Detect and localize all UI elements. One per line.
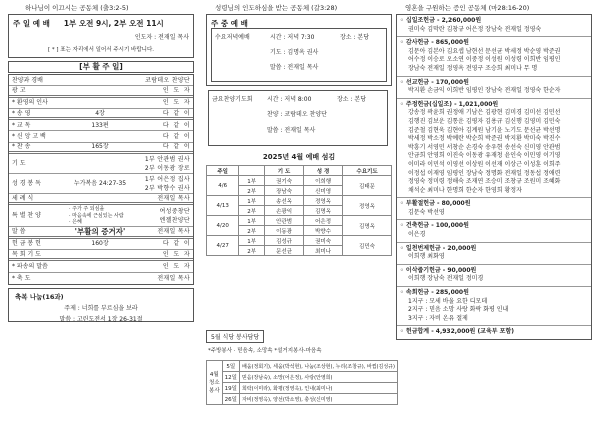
order-item-name: 헌 금 봉 헌 (12, 240, 41, 248)
order-item-name: * 교 독 (12, 121, 31, 129)
april-row (207, 176, 392, 186)
order-item-name: 말 씀 (12, 228, 26, 236)
offering-title: ◦ 감사헌금 - 865,000원 (400, 39, 469, 47)
standing-note: [ * ] 표는 자리에서 일어서 주시기 바랍니다. (47, 47, 155, 53)
april-prayer: 장남숙 (265, 186, 304, 196)
order-item-leader: 1부 안관범 권사 2부 이동광 장로 (144, 155, 190, 172)
offering-title: ◦ 부활절헌금 - 80,000원 (400, 200, 471, 208)
midweek-heading: 주 중 예 배 (211, 19, 248, 28)
order-row (9, 154, 193, 174)
order-row (9, 250, 193, 261)
order-item-leader: 인 도 자 (162, 262, 190, 270)
wednesday-word: 말씀 : 전재일 목사 (270, 64, 319, 71)
offering-names: 이희행 최화영 (408, 253, 445, 261)
friday-place: 장소 : 본당 (337, 96, 367, 103)
april-prayer: 이동광 (265, 226, 304, 236)
offering-block (397, 243, 591, 265)
worship-column (8, 14, 194, 322)
order-item-name: 기 도 (12, 160, 26, 168)
april-date: 4/27 (207, 236, 239, 256)
offering-block (397, 287, 591, 326)
service-heading: [부 활 주 일] (8, 61, 194, 73)
order-item-leader: 인 도 자 (162, 86, 190, 94)
order-row (9, 109, 193, 120)
order-item-leader: 전재일 목사 (157, 194, 190, 202)
april-prayer: 송선옥 (265, 196, 304, 206)
order-item-name: 세 례 식 (12, 194, 34, 202)
offering-names: 김문숙 박선영 (408, 208, 445, 216)
wednesday-name: 수요저녁예배 (215, 34, 250, 41)
april-header-row (207, 166, 392, 176)
order-of-service (8, 74, 194, 285)
offering-title: ◦ 이삭줍기헌금 - 90,000원 (400, 266, 477, 274)
order-item-leader: 다 같 이 (162, 240, 190, 248)
order-item-name: 찬양과 경배 (12, 76, 43, 84)
col3-title: 영혼을 구원하는 증인 공동체 (마28:16-20) (405, 4, 530, 12)
april-prayer: 안관범 (265, 216, 304, 226)
april-bible: 이희행 (304, 176, 343, 186)
offering-block (397, 326, 591, 339)
april-date: 4/20 (207, 216, 239, 236)
friday-praise: 찬양 : 코람데오 찬양단 (267, 111, 327, 118)
april-part: 2부 (239, 186, 265, 196)
wednesday-prayer: 기도 : 김명옥 권사 (270, 49, 319, 56)
order-row (9, 273, 193, 284)
april-bible: 정영옥 (304, 196, 343, 206)
order-item-detail: 160장 (91, 240, 109, 248)
april-part: 1부 (239, 236, 265, 246)
order-item-detail: 4장 (95, 109, 105, 117)
april-wed-prayer: 김태문 (343, 176, 392, 196)
offering-names: 박지환 손금익 이희반 임평인 장남숙 전재일 정영숙 한순자 (408, 87, 561, 95)
order-item-leader: 전재일 목사 (157, 228, 190, 236)
offering-block (397, 265, 591, 287)
order-item-leader: 1부 어은정 집사 2부 박향수 권사 (144, 175, 190, 192)
cleaning-head: 4월 청소 봉사 (207, 361, 223, 405)
offering-names: 권미숙 김막란 김창규 어은정 장남숙 전재일 정영숙 (408, 25, 542, 33)
weekly-word-box (8, 288, 194, 322)
order-item-detail: '부활의 증거자' (74, 227, 126, 237)
cleaning-day: 26일 (222, 394, 239, 405)
cleaning-names: 희락(이미라), 화평(정영옥), 인내(최미나) (239, 383, 397, 394)
april-bible: 김명옥 (304, 206, 343, 216)
april-part: 2부 (239, 206, 265, 216)
midweek-box (206, 14, 392, 86)
weekly-word-title: 축복 나눔(16과) (15, 292, 64, 301)
april-prayer: 문선균 (265, 246, 304, 256)
order-item-leader: 다 같 이 (162, 133, 190, 141)
order-item-name: 광 고 (12, 86, 26, 94)
offering-block (397, 220, 591, 242)
april-header-cell (239, 166, 265, 176)
col2-title: 성령님의 인도하심을 받는 공동체 (갈3:28) (215, 4, 338, 12)
april-row (207, 216, 392, 226)
cleaning-day: 5일 (222, 361, 239, 372)
april-header-cell: 수요기도 (343, 166, 392, 176)
order-item-leader: 다 같 이 (162, 143, 190, 151)
april-prayer: 권기숙 (265, 176, 304, 186)
offering-title: ◦ 건축헌금 - 100,000원 (400, 222, 469, 230)
order-item-leader: 여성중창단 엔젤찬양단 (159, 207, 190, 224)
april-bible: 권미숙 (304, 236, 343, 246)
april-table (206, 165, 392, 256)
order-item-leader: 다 같 이 (162, 121, 190, 129)
offering-title: ◦ 주정헌금(십일조) - 1,021,000원 (400, 100, 499, 108)
april-bible: 신미영 (304, 186, 343, 196)
order-row (9, 120, 193, 131)
order-item-detail: 133편 (91, 121, 109, 129)
april-part: 2부 (239, 246, 265, 256)
friday-word: 말씀 : 전재일 목사 (267, 127, 316, 134)
order-item-leader: 다 같 이 (162, 109, 190, 117)
order-item-detail: 누가복음 24:27-35 (73, 180, 127, 188)
wednesday-service (211, 28, 387, 82)
april-wed-prayer: 정영옥 (343, 196, 392, 216)
cleaning-row (207, 383, 398, 394)
cleaning-day: 12일 (222, 372, 239, 383)
cleaning-names: 배움(정회기), 세움(박석현), 나눔(조상현), 누리(조창규), 바뀜(김성규) (239, 361, 397, 372)
col1-title: 하나님이 이끄시는 공동체 (출3:2-5) (25, 4, 129, 12)
offering-names: 이희행 장남숙 전재일 정미경 (408, 275, 484, 283)
cleaning-table (206, 360, 398, 405)
offering-title: ◦ 속회헌금 - 285,000원 (400, 289, 469, 297)
cleaning-row (207, 372, 398, 383)
offering-title: ◦ 헌금합계 - 4,932,000원 (교육부 포함) (400, 328, 514, 336)
april-bible: 최미나 (304, 246, 343, 256)
offering-column (396, 14, 592, 340)
order-row (9, 261, 193, 272)
friday-service (208, 90, 388, 146)
april-header-cell: 주일 (207, 166, 239, 176)
offering-block (397, 37, 591, 76)
order-row (9, 194, 193, 205)
weekly-word-verse: 말씀 : 고린도전서 1장 26-31절 (59, 315, 143, 323)
offering-block (397, 77, 591, 99)
order-item-detail: 165장 (91, 143, 109, 151)
midweek-column (206, 14, 395, 424)
april-date: 4/13 (207, 196, 239, 216)
april-header-cell: 성 경 (304, 166, 343, 176)
meal-section (206, 330, 395, 405)
cleaning-row (207, 361, 398, 372)
april-date: 4/6 (207, 176, 239, 196)
order-item-name: 목 회 기 도 (12, 250, 41, 258)
order-row (9, 75, 193, 86)
april-wed-prayer: 김민숙 (343, 236, 392, 256)
april-prayer: 손광익 (265, 206, 304, 216)
friday-name: 금요찬양기도회 (212, 96, 253, 103)
order-item-name: * 신 앙 고 백 (12, 133, 46, 141)
wednesday-time: 시간 : 저녁 7:30 (270, 34, 315, 41)
sunday-worship-label: 주 일 예 배 (13, 19, 50, 28)
order-item-leader: 코람데오 찬양단 (145, 76, 190, 84)
cleaning-day: 19일 (222, 383, 239, 394)
wednesday-place: 장소 : 본당 (340, 34, 370, 41)
offering-block (397, 99, 591, 199)
april-bible: 박향수 (304, 226, 343, 236)
cleaning-names: 믿음(장남숙), 소망(어은정), 사랑(안영희) (239, 372, 397, 383)
offering-title: ◦ 일천번제헌금 - 20,000원 (400, 244, 477, 252)
order-row (9, 174, 193, 194)
order-item-leader: 인 도 자 (162, 99, 190, 107)
offering-box (396, 14, 592, 340)
order-item-name: * 축 도 (12, 274, 31, 282)
offering-title: ◦ 십일조헌금 - 2,260,000원 (400, 17, 482, 24)
order-item-leader: 인 도 자 (162, 250, 190, 258)
offering-title: ◦ 선교헌금 - 170,000원 (400, 78, 469, 86)
sunday-worship-leader: 인도자 : 전재일 목사 (134, 34, 189, 41)
sunday-worship-times: 1부 오전 9시, 2부 오전 11시 (63, 19, 164, 28)
order-row (9, 131, 193, 142)
cleaning-names: 자비(정영옥), 양선(박소영), 충성(신미영) (239, 394, 397, 405)
order-item-name: * 송 영 (12, 109, 31, 117)
order-row (9, 227, 193, 238)
order-item-name: * 환영의 인사 (12, 99, 48, 107)
order-row (9, 86, 193, 97)
offering-names: 이은경 (408, 231, 426, 239)
april-part: 2부 (239, 226, 265, 236)
offering-block (397, 15, 591, 37)
order-item-name: * 파송의 말씀 (12, 262, 48, 270)
order-item-name: 성 경 봉 독 (12, 180, 41, 188)
april-prayer: 김성규 (265, 236, 304, 246)
order-item-name: 특 별 찬 양 (12, 212, 41, 220)
weekly-word-topic: 주제 : 너희를 부르심을 보라 (64, 304, 138, 312)
offering-names: 강송정 곽윤희 권정애 기남은 김광현 김미경 김미선 김민선 김행진 김보운 김통운 김평자 김용규 김신행 김영미 김민숙 김준철 김현욱 김현아 김계원 남기윤 노기도 문선균 박선명 박세정 박소정 박예란 박순희 박준권 박지환 박미숙 박진수 박흥기 서영민 서창순 손경숙 송우현 송선숙 신미영 안관범 안금희 안영희 이진숙 이동광 유재청 윤인숙 이민영 이기영 이미라 이민석 이영선 이상원 이선재 이상근 이성훈 이희주 이정섭 이재영 임평인 장남숙 정명화 전재일 정동섭 정애련 정영숙 정미령 정해숙 조재연 조승미 조창규 조원미 조혜화 채석순 최미나 한명희 한순자 한영희 황정자 (408, 109, 561, 194)
april-row (207, 196, 392, 206)
meal-title: 5월 식당 봉사담당 (206, 330, 264, 343)
april-header-cell: 기 도 (265, 166, 304, 176)
april-title: 2025년 4월 예배 섬김 (262, 153, 336, 161)
order-row (9, 98, 193, 109)
offering-names: 김문아 김본아 김요셉 남현선 문선균 박세정 박순영 박준권 어수정 이승로 오소연 이중정 이성원 이성령 이희반 임평인 장남숙 전재일 정영옥 전영구 조승희 최미나 무 명 (408, 47, 561, 72)
april-part: 1부 (239, 216, 265, 226)
order-row (9, 143, 193, 154)
order-item-name: * 찬 송 (12, 143, 31, 151)
april-wed-prayer: 김명옥 (343, 216, 392, 236)
april-row (207, 236, 392, 246)
friday-time: 시간 : 저녁 8:00 (267, 96, 312, 103)
sunday-worship-box (8, 14, 194, 58)
meal-subtitle: *주방봉사 · 믿음속, 소망속 *설거지봉사-마음속 (208, 348, 322, 354)
april-schedule (206, 152, 392, 256)
order-row (9, 239, 193, 250)
april-part: 1부 (239, 176, 265, 186)
april-bible: 어은정 (304, 216, 343, 226)
offering-names: 1지구 : 모세 바울 요한 디모데 2지구 : 믿음 소망 사랑 화락 화평 인내 3지구 : 자비 온유 절제 (408, 297, 509, 322)
april-part: 1부 (239, 196, 265, 206)
cleaning-row (207, 394, 398, 405)
order-item-leader: 전재일 목사 (157, 274, 190, 282)
order-row (9, 205, 193, 227)
order-item-detail: · 주가 주 되심을 · 마음속에 근심있는 사람 · 은혜 (69, 206, 124, 226)
offering-block (397, 198, 591, 220)
